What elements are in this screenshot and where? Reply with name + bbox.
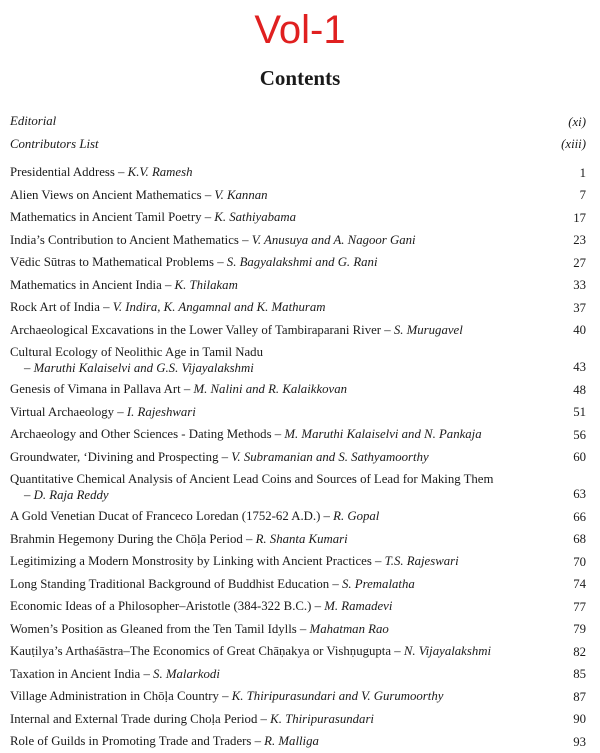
toc-front-editorial[interactable] <box>10 110 586 133</box>
toc-entry-separator: – <box>238 232 252 247</box>
toc-entry-page: 82 <box>573 644 586 659</box>
toc-entry-separator: – <box>218 689 232 703</box>
toc-entry-title: Groundwater, ‘Divining and Prospecting <box>10 449 219 464</box>
toc-entry-title: Quantitative Chemical Analysis of Ancient Lead Coins and Sources of Lead for Making Them <box>10 472 494 486</box>
toc-entry-author: K. Thiripurasundari and V. Gurumoorthy <box>231 689 444 703</box>
toc-entry-page: (xi) <box>568 114 586 129</box>
toc-entry-line <box>10 345 263 359</box>
toc-entry-title: Mathematics in Ancient Tamil Poetry <box>10 210 202 224</box>
toc-entry-title: A Gold Venetian Ducat of Franceco Loredan (1752-62 A.D.) <box>10 509 321 523</box>
toc-entries <box>10 161 586 753</box>
toc-entry-separator: – <box>114 165 128 179</box>
toc-entry-separator: – <box>251 734 265 748</box>
toc-entry[interactable] <box>10 296 586 319</box>
toc-entry[interactable] <box>10 730 586 753</box>
toc-entry-separator: – <box>242 531 256 546</box>
toc-entry-author: I. Rajeshwari <box>126 404 196 419</box>
toc-entry-page: 74 <box>573 577 586 591</box>
toc-entry-separator: – <box>24 361 34 375</box>
toc-entry-author: R. Malliga <box>264 734 319 748</box>
toc-entry[interactable] <box>10 685 586 708</box>
toc-entry-title: Editorial <box>10 114 57 128</box>
toc-entry[interactable] <box>10 708 586 731</box>
toc-entry[interactable] <box>10 595 586 618</box>
toc-entry-author: M. Maruthi Kalaiselvi and N. Pankaja <box>284 427 482 441</box>
toc-entry-title: Archaeology and Other Sciences - Dating Methods <box>10 427 272 441</box>
toc-entry-author: V. Kannan <box>214 187 268 202</box>
toc-entry-author: S. Premalatha <box>342 576 415 591</box>
toc-entry-author: R. Gopal <box>333 509 380 523</box>
toc-entry-title: Brahmin Hegemony During the Chōḷa Period <box>10 531 243 546</box>
toc-entry-author: K. Thilakam <box>174 277 238 292</box>
toc-entry-author: K.V. Ramesh <box>127 165 193 179</box>
toc-entry-separator: – <box>214 255 227 269</box>
toc-entry-page: 48 <box>573 382 586 397</box>
toc-entry-separator: – <box>201 210 215 224</box>
toc-entry-page: 1 <box>579 165 586 180</box>
toc-entry-page: 23 <box>573 233 586 247</box>
toc-entry[interactable] <box>10 378 586 401</box>
toc-entry-author: S. Murugavel <box>393 322 463 337</box>
toc-entry-separator: – <box>391 644 404 658</box>
toc-entry-author: D. Raja Reddy <box>33 488 109 502</box>
toc-entry[interactable] <box>10 618 586 641</box>
toc-entry-title: Internal and External Trade during Choḷa Period <box>10 711 258 726</box>
toc-entry[interactable] <box>10 206 586 229</box>
toc-entry[interactable] <box>10 663 586 686</box>
toc-entry-separator: – <box>320 509 334 523</box>
toc-entry-separator: – <box>161 277 175 292</box>
toc-entry-title: Vēdic Sūtras to Mathematical Problems <box>10 255 214 269</box>
toc-entry-title: India’s Contribution to Ancient Mathematics <box>10 232 239 247</box>
toc-entry-separator: – <box>311 599 325 613</box>
toc-front-contributors[interactable] <box>10 133 586 156</box>
toc-entry-line <box>10 360 586 376</box>
toc-entry-separator: – <box>180 382 194 396</box>
toc-entry-separator: – <box>381 322 394 337</box>
toc-entry-separator: – <box>140 666 154 681</box>
toc-entry[interactable] <box>10 229 586 252</box>
toc-entry-page: 70 <box>573 554 586 569</box>
page-title: Contents <box>259 66 341 90</box>
toc-entry-title: Virtual Archaeology <box>10 404 115 419</box>
toc-entry-author: S. Bagyalakshmi and G. Rani <box>226 255 378 269</box>
toc-entry-separator: – <box>329 576 342 591</box>
toc-entry-author: N. Vijayalakshmi <box>403 644 492 658</box>
table-of-contents <box>10 110 586 753</box>
toc-entry-title: Presidential Address <box>10 165 115 179</box>
toc-entry-author: M. Nalini and R. Kalaikkovan <box>193 382 347 396</box>
toc-entry-page: 85 <box>573 667 586 681</box>
toc-entry-page: 63 <box>573 487 586 501</box>
toc-entry-author: Mahatman Rao <box>309 621 389 636</box>
toc-entry-page: 90 <box>573 712 586 726</box>
toc-entry[interactable] <box>10 341 586 378</box>
toc-entry-title: Village Administration in Chōḷa Country <box>10 689 219 703</box>
toc-entry-page: 77 <box>573 599 586 614</box>
toc-entry-author: V. Indira, K. Angamnal and K. Mathuram <box>112 300 326 314</box>
toc-entry-separator: – <box>218 449 232 464</box>
toc-entry-author: S. Malarkodi <box>153 666 220 681</box>
toc-entry-page: 79 <box>573 622 586 636</box>
toc-entry-page: 33 <box>573 278 586 292</box>
toc-entry[interactable] <box>10 640 586 663</box>
toc-entry-page: 68 <box>573 532 586 546</box>
toc-entry-page: 40 <box>573 323 586 337</box>
toc-entry-author: M. Ramadevi <box>324 599 393 613</box>
toc-entry-author: Maruthi Kalaiselvi and G.S. Vijayalakshmi <box>33 361 254 375</box>
toc-entry[interactable] <box>10 423 586 446</box>
toc-entry-title: Women’s Position as Gleaned from the Ten Tamil Idylls <box>10 621 297 636</box>
toc-entry[interactable] <box>10 505 586 528</box>
toc-entry-title: Legitimizing a Modern Monstrosity by Linking with Ancient Practices <box>10 554 372 568</box>
toc-entry-title: Archaeological Excavations in the Lower Valley of Tambiraparani River <box>10 322 382 337</box>
toc-entry-separator: – <box>114 404 127 419</box>
toc-entry[interactable] <box>10 573 586 596</box>
toc-entry[interactable] <box>10 528 586 551</box>
toc-entry-title: Kauṭilya’s Arthaśāstra–The Economics of Great Chāṇakya or Vishṇugupta <box>10 644 392 658</box>
toc-entry-author: K. Sathiyabama <box>214 210 297 224</box>
toc-entry-page: 43 <box>573 360 586 374</box>
toc-entry-line <box>10 487 586 503</box>
toc-entry-separator: – <box>201 187 215 202</box>
toc-entry[interactable] <box>10 446 586 469</box>
toc-entry-title: Alien Views on Ancient Mathematics <box>10 187 202 202</box>
toc-entry-separator: – <box>271 427 285 441</box>
toc-entry-line <box>10 472 493 486</box>
toc-entry-title: Mathematics in Ancient India <box>10 277 162 292</box>
toc-entry-page: 17 <box>573 210 586 225</box>
toc-entry-page: (xiii) <box>561 137 586 151</box>
toc-entry-separator: – <box>24 488 34 502</box>
toc-entry[interactable] <box>10 251 586 274</box>
toc-entry-page: 66 <box>573 509 586 524</box>
toc-entry-author: K. Thiripurasundari <box>270 711 374 726</box>
toc-entry[interactable] <box>10 161 586 184</box>
toc-entry-title: Contributors List <box>10 136 99 151</box>
toc-entry[interactable] <box>10 550 586 573</box>
toc-entry-separator: – <box>99 300 113 314</box>
toc-entry-author: T.S. Rajeswari <box>384 554 459 568</box>
toc-entry-author: V. Subramanian and S. Sathyamoorthy <box>231 449 429 464</box>
toc-entry-page: 93 <box>573 734 586 749</box>
toc-entry-title: Rock Art of India <box>10 300 100 314</box>
toc-entry-page: 37 <box>573 300 586 315</box>
toc-entry-page: 87 <box>573 689 586 704</box>
volume-label: Vol-1 <box>254 8 346 52</box>
toc-entry-title: Role of Guilds in Promoting Trade and Traders <box>10 734 252 748</box>
toc-entry-page: 51 <box>573 405 586 419</box>
toc-entry-separator: – <box>257 711 271 726</box>
toc-entry-page: 7 <box>579 188 586 202</box>
toc-entry-separator: – <box>371 554 385 568</box>
toc-entry-title: Taxation in Ancient India <box>10 666 141 681</box>
toc-entry-title: Long Standing Traditional Background of Buddhist Education <box>10 576 330 591</box>
toc-entry[interactable] <box>10 184 586 207</box>
toc-entry[interactable] <box>10 274 586 297</box>
toc-entry-page: 56 <box>573 427 586 442</box>
toc-entry-title: Genesis of Vimana in Pallava Art <box>10 382 181 396</box>
toc-entry[interactable] <box>10 401 586 424</box>
toc-entry[interactable] <box>10 319 586 342</box>
toc-entry-page: 27 <box>573 255 586 270</box>
toc-entry-title: Economic Ideas of a Philosopher–Aristotle (384-322 B.C.) <box>10 599 312 613</box>
toc-entry-separator: – <box>296 621 310 636</box>
toc-entry[interactable] <box>10 468 586 505</box>
toc-entry-page: 60 <box>573 450 586 464</box>
toc-entry-title: Cultural Ecology of Neolithic Age in Tamil Nadu <box>10 345 263 359</box>
toc-entry-author: V. Anusuya and A. Nagoor Gani <box>251 232 416 247</box>
toc-entry-author: R. Shanta Kumari <box>255 531 348 546</box>
